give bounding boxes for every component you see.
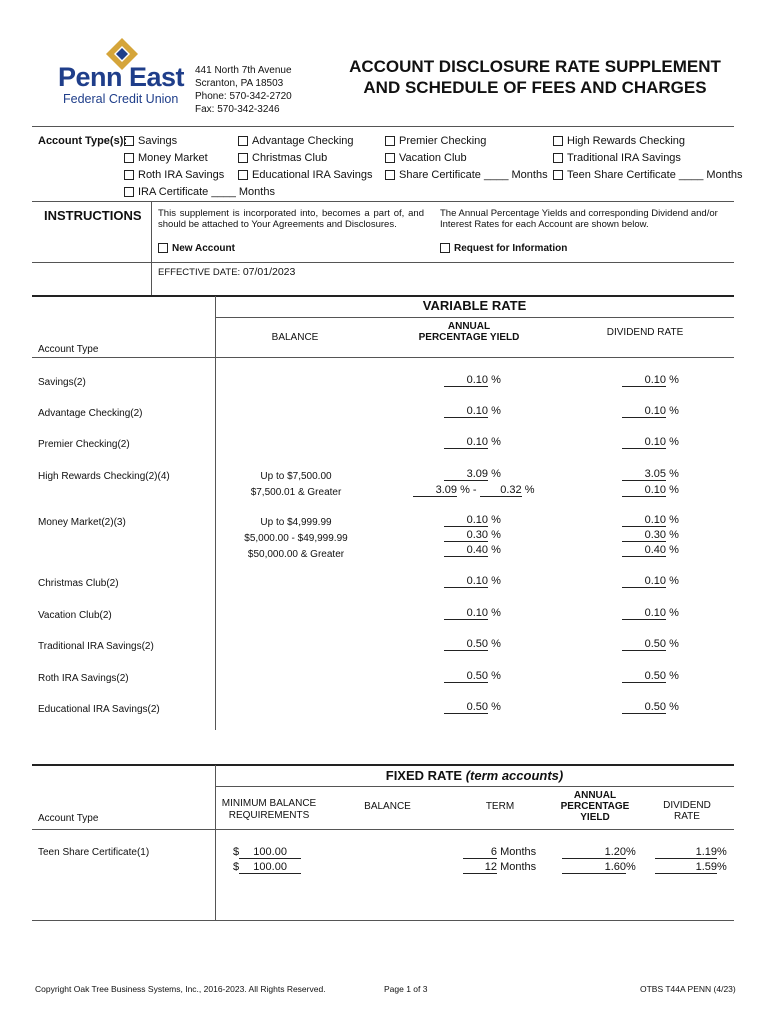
variable-col-account: Account Type	[38, 344, 99, 355]
checkbox-christmas-club[interactable]: Christmas Club	[238, 152, 327, 164]
checkbox-high-rewards[interactable]: High Rewards Checking	[553, 135, 685, 147]
address-block	[195, 64, 292, 116]
page-title: ACCOUNT DISCLOSURE RATE SUPPLEMENT AND SCHEDULE OF FEES AND CHARGES	[349, 57, 721, 97]
checkbox-advantage-checking[interactable]: Advantage Checking	[238, 135, 354, 147]
checkbox-roth-ira[interactable]: Roth IRA Savings	[124, 169, 224, 181]
checkbox-vacation-club[interactable]: Vacation Club	[385, 152, 467, 164]
fixed-col-min: MINIMUM BALANCE REQUIREMENTS	[221, 798, 317, 821]
checkbox-money-market[interactable]: Money Market	[124, 152, 208, 164]
checkbox-premier-checking[interactable]: Premier Checking	[385, 135, 486, 147]
request-info-checkbox[interactable]: Request for Information	[440, 243, 567, 254]
logo-name: Penn East	[58, 62, 185, 92]
logo-subtitle: Federal Credit Union	[63, 92, 179, 106]
checkbox-share-certificate[interactable]: Share Certificate ____ Months	[385, 169, 548, 181]
address-line1: 441 North 7th Avenue	[195, 65, 292, 76]
instructions-text-left: This supplement is incorporated into, becomes a part of, and should be attached to Your Agreements and Disclosures.	[158, 208, 424, 230]
footer-copyright: Copyright Oak Tree Business Systems, Inc., 2016-2023. All Rights Reserved.	[35, 984, 326, 994]
account-types-label: Account Type(s):	[38, 135, 128, 147]
checkbox-educational-ira[interactable]: Educational IRA Savings	[238, 169, 372, 181]
instructions-heading: INSTRUCTIONS	[44, 208, 142, 223]
instructions-text-right: The Annual Percentage Yields and corresponding Dividend and/or Interest Rates for each Account are shown below.	[440, 208, 718, 230]
new-account-checkbox[interactable]: New Account	[158, 243, 235, 254]
footer-form-number: OTBS T44A PENN (4/23)	[640, 984, 736, 994]
fixed-col-apy: ANNUAL PERCENTAGE YIELD	[560, 790, 630, 823]
phone: Phone: 570-342-2720	[195, 91, 292, 102]
fixed-col-term: TERM	[485, 801, 515, 812]
fixed-col-dividend: DIVIDEND RATE	[663, 800, 711, 822]
effective-date: EFFECTIVE DATE: 07/01/2023	[158, 266, 296, 278]
checkbox-ira-certificate[interactable]: IRA Certificate ____ Months	[124, 186, 275, 198]
fixed-col-account: Account Type	[38, 813, 99, 824]
variable-col-apy: ANNUAL PERCENTAGE YIELD	[418, 321, 520, 343]
address-line2: Scranton, PA 18503	[195, 78, 284, 89]
checkbox-savings[interactable]: Savings	[124, 135, 177, 147]
fixed-col-balance: BALANCE	[364, 801, 411, 812]
fixed-rate-heading: FIXED RATE (term accounts)	[385, 768, 564, 783]
variable-col-dividend: DIVIDEND RATE	[606, 327, 684, 338]
footer-page: Page 1 of 3	[384, 984, 428, 994]
fax: Fax: 570-342-3246	[195, 104, 280, 115]
variable-col-balance: BALANCE	[271, 332, 319, 343]
checkbox-teen-share[interactable]: Teen Share Certificate ____ Months	[553, 169, 743, 181]
variable-rate-heading: VARIABLE RATE	[422, 298, 527, 313]
checkbox-traditional-ira[interactable]: Traditional IRA Savings	[553, 152, 681, 164]
